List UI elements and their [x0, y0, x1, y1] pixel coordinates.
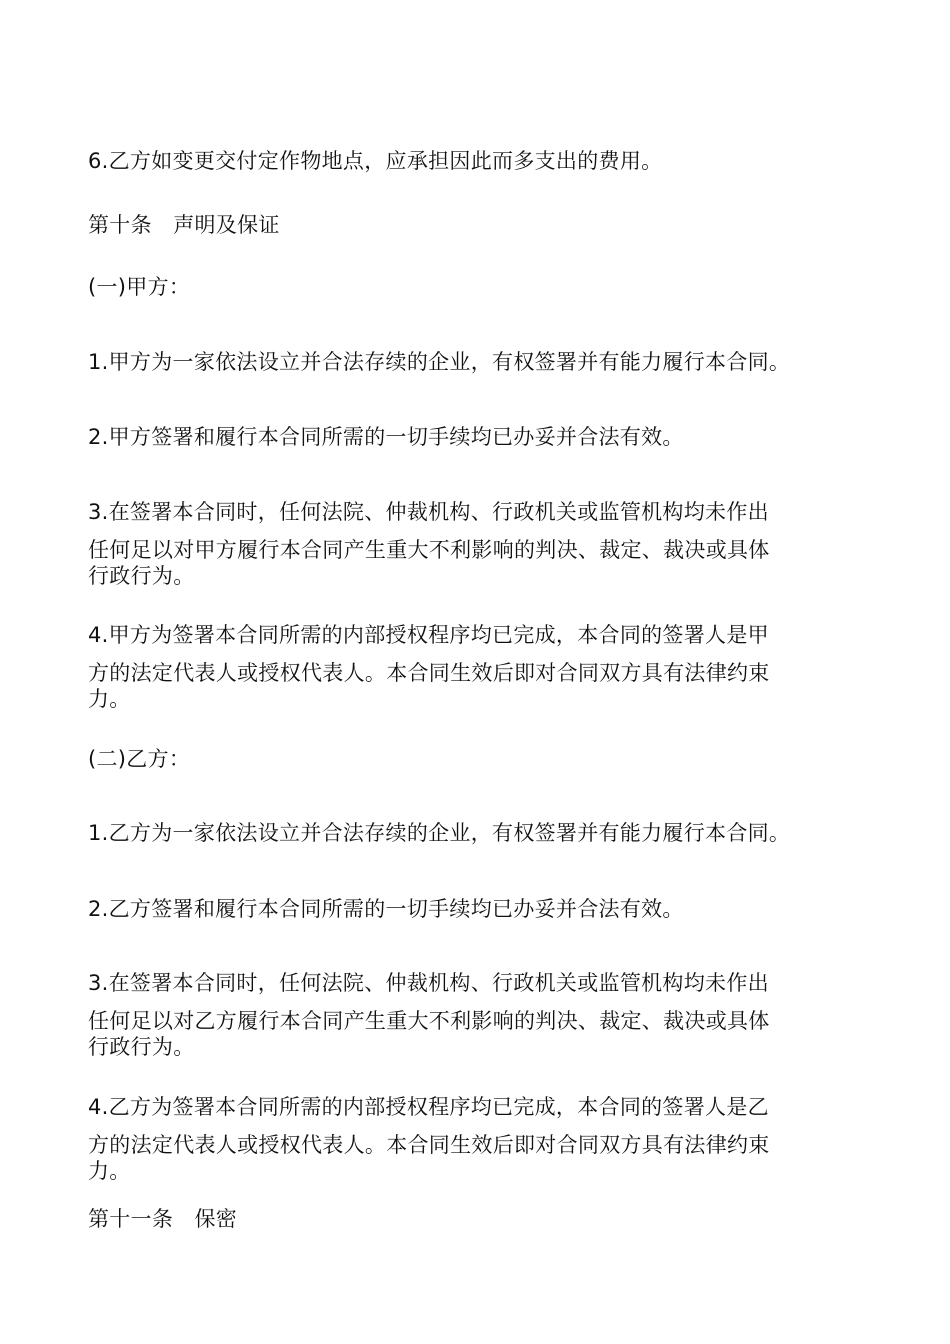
- party-b-item-3-line-1: 3.在签署本合同时，任何法院、仲裁机构、行政机关或监管机构均未作出: [88, 971, 769, 995]
- party-a-heading: (一)甲方：: [88, 275, 191, 299]
- party-b-item-3-line-2: 任何足以对乙方履行本合同产生重大不利影响的判决、裁定、裁决或具体: [88, 1009, 770, 1033]
- party-b-item-4: [88, 1094, 878, 1184]
- party-b-item-3: [88, 970, 878, 1060]
- party-a-item-3-line-1: 3.在签署本合同时，任何法院、仲裁机构、行政机关或监管机构均未作出: [88, 500, 769, 524]
- party-a-item-4-line-3: 力。: [88, 687, 131, 711]
- party-b-item-2: 2.乙方签署和履行本合同所需的一切手续均已办妥并合法有效。: [88, 897, 684, 921]
- party-a-item-1: 1.甲方为一家依法设立并合法存续的企业，有权签署并有能力履行本合同。: [88, 350, 791, 374]
- party-a-item-3: [88, 499, 878, 589]
- party-b-heading: (二)乙方：: [88, 747, 191, 771]
- party-a-item-3-line-2: 任何足以对甲方履行本合同产生重大不利影响的判决、裁定、裁决或具体: [88, 538, 770, 562]
- party-a-item-2: 2.甲方签署和履行本合同所需的一切手续均已办妥并合法有效。: [88, 425, 684, 449]
- party-a-item-4-line-1: 4.甲方为签署本合同所需的内部授权程序均已完成，本合同的签署人是甲: [88, 623, 769, 647]
- party-b-item-1: 1.乙方为一家依法设立并合法存续的企业，有权签署并有能力履行本合同。: [88, 821, 791, 845]
- party-b-item-4-line-3: 力。: [88, 1159, 131, 1183]
- party-a-item-4-line-2: 方的法定代表人或授权代表人。本合同生效后即对合同双方具有法律约束: [88, 661, 770, 685]
- article-10-heading: 第十条 声明及保证: [88, 213, 280, 237]
- article-11-heading: 第十一条 保密: [88, 1207, 238, 1231]
- party-b-item-4-line-1: 4.乙方为签署本合同所需的内部授权程序均已完成，本合同的签署人是乙: [88, 1095, 769, 1119]
- party-b-item-4-line-2: 方的法定代表人或授权代表人。本合同生效后即对合同双方具有法律约束: [88, 1133, 770, 1157]
- party-a-item-3-line-3: 行政行为。: [88, 564, 195, 588]
- clause-6-text: 6.乙方如变更交付定作物地点，应承担因此而多支出的费用。: [88, 149, 663, 173]
- party-b-item-3-line-3: 行政行为。: [88, 1035, 195, 1059]
- party-a-item-4: [88, 622, 878, 712]
